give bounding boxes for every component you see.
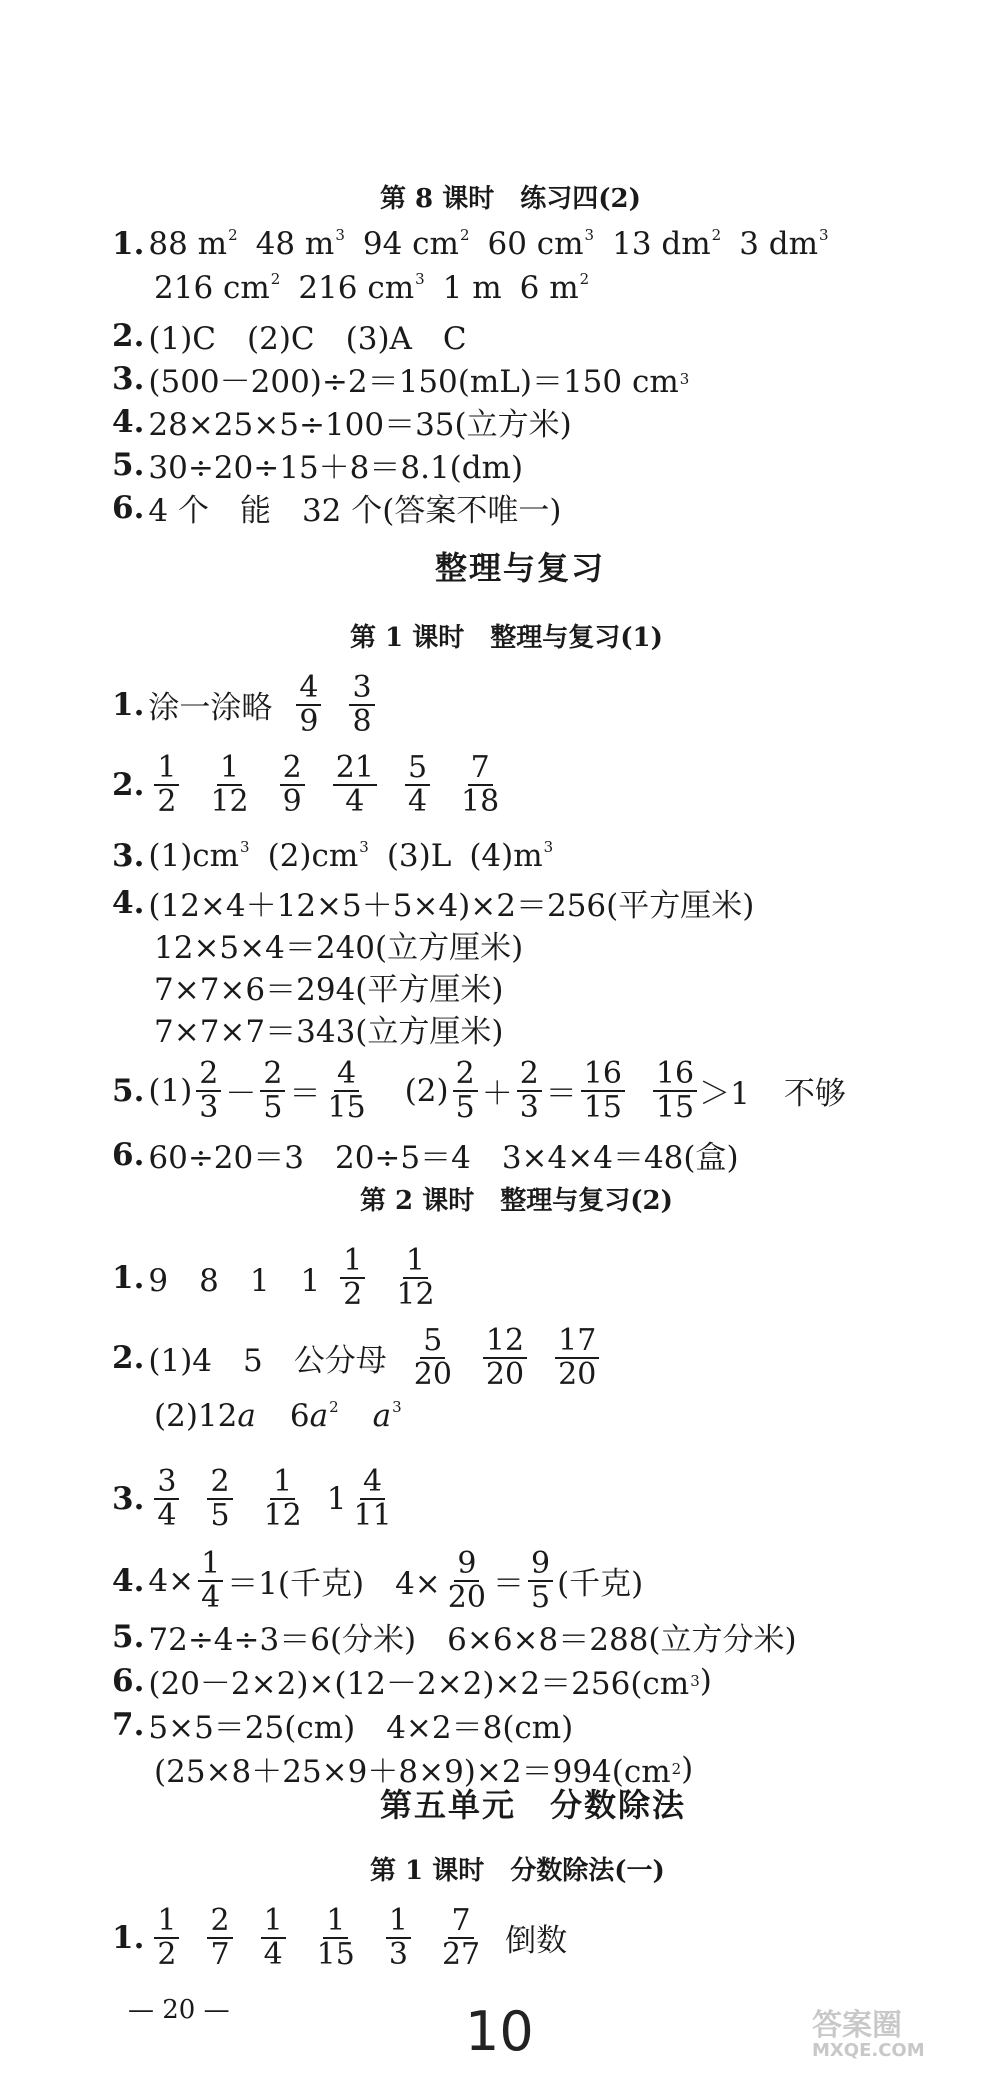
- item-number: 5.: [112, 446, 145, 483]
- answer-text: $6a^2$: [289, 1398, 339, 1434]
- answer-text: ＝1(千克) 4×: [227, 1566, 441, 1602]
- answer-text: 倒数: [505, 1923, 568, 1959]
- answer-text: (25×8＋25×9＋8×9)×2＝994(cm: [154, 1754, 671, 1790]
- item-number: 1.: [112, 1259, 145, 1296]
- section-title-review: 整理与复习: [435, 549, 606, 587]
- answer-text: 6 $m^2$: [519, 270, 590, 306]
- answer-text: 13 $dm^2$: [612, 226, 722, 262]
- answer-1: [112, 672, 397, 737]
- answer-4-line-4: [154, 1006, 503, 1051]
- superscript: 3: [690, 1671, 700, 1690]
- fraction: $\frac{2}{9}$: [280, 752, 305, 817]
- fraction: $\frac{4}{9}$: [296, 672, 321, 737]
- item-number: 3.: [112, 838, 145, 874]
- answer-5: [112, 1614, 797, 1659]
- item-number: 1.: [112, 686, 145, 723]
- fraction: $\frac{1}{2}$: [340, 1245, 365, 1310]
- answer-text: 7×7×6＝294(平方厘米): [154, 972, 504, 1008]
- lesson-heading-fraction-division-1: 第 1 课时 分数除法(一): [370, 1856, 665, 1886]
- fraction: $\frac{1}{4}$: [198, 1548, 223, 1613]
- operator: ＝: [545, 1076, 577, 1112]
- answer-5: [112, 442, 523, 487]
- handwritten-number: 10: [465, 2000, 534, 2063]
- answer-text: 3 $dm^3$: [739, 226, 829, 262]
- answer-text: $(1)cm^3$: [148, 838, 250, 874]
- answer-text: (500－200)÷2＝150(mL)＝150 cm: [148, 364, 679, 400]
- answer-text: 60 $cm^3$: [487, 226, 595, 262]
- answer-5: [112, 1058, 846, 1123]
- item-number: 5.: [112, 1072, 145, 1109]
- answer-text: 30÷20÷15＋8＝8.1(dm): [148, 450, 524, 486]
- answer-text: 9 8 1 1: [148, 1263, 321, 1299]
- superscript: 2: [671, 1759, 682, 1778]
- answer-2-part-2: [154, 1398, 402, 1434]
- fraction: $\frac{16}{15}$: [581, 1058, 625, 1123]
- watermark-logo: 答案圈: [812, 2008, 902, 2043]
- answer-text: 1 m: [442, 270, 502, 306]
- fraction: $\frac{7}{18}$: [461, 750, 500, 819]
- answer-1-continued: [154, 270, 607, 306]
- lesson-heading-review-1: 第 1 课时 整理与复习(1): [350, 623, 663, 653]
- answer-text: 28×25×5÷100＝35(立方米): [148, 407, 572, 443]
- fraction: $\frac{16}{15}$: [653, 1058, 697, 1123]
- item-number: 6.: [112, 1662, 145, 1699]
- answer-text: 48 $m^3$: [255, 226, 345, 262]
- answer-1: [112, 1245, 460, 1310]
- fraction: $\frac{7}{27}$: [441, 1903, 481, 1972]
- answer-text: ＞1: [699, 1076, 750, 1112]
- item-number: 6.: [112, 489, 145, 526]
- item-number: 3.: [112, 360, 145, 397]
- answer-text: (3)L: [386, 838, 452, 874]
- item-number: 5.: [112, 1618, 145, 1655]
- answer-text: 216 $cm^3$: [298, 270, 425, 306]
- answer-4: [112, 880, 754, 925]
- fraction: $\frac{1}{4}$: [261, 1905, 286, 1970]
- answer-text: (千克): [557, 1566, 644, 1602]
- fraction: $\frac{5}{4}$: [405, 752, 430, 817]
- answer-text: 12×5×4＝240(立方厘米): [154, 930, 524, 966]
- operator: －: [225, 1076, 257, 1112]
- answer-4: [112, 1548, 643, 1613]
- item-number: 4.: [112, 1562, 145, 1599]
- answer-3: [112, 838, 571, 874]
- answer-3: [112, 356, 689, 401]
- answer-6: [112, 1132, 739, 1177]
- answer-text: $(4)m^3$: [469, 838, 554, 874]
- answer-text: 不够: [783, 1076, 846, 1112]
- answer-text: 7×7×7＝343(立方厘米): [154, 1014, 504, 1050]
- answer-2: [112, 752, 524, 817]
- fraction: $\frac{2}{3}$: [517, 1058, 542, 1123]
- fraction: $\frac{4}{15}$: [327, 1056, 366, 1125]
- answer-text: 涂一涂略: [148, 690, 273, 726]
- superscript: 3: [679, 369, 690, 388]
- watermark-url: MXQE.COM: [812, 2040, 925, 2061]
- answer-text: $a^3$: [372, 1398, 402, 1434]
- fraction: $\frac{1}{2}$: [154, 752, 179, 817]
- fraction: $\frac{1}{3}$: [386, 1905, 411, 1970]
- item-number: 4.: [112, 884, 145, 921]
- item-number: 1.: [112, 226, 145, 262]
- answer-text: 94 $cm^2$: [362, 226, 470, 262]
- fraction: $\frac{3}{4}$: [154, 1466, 179, 1531]
- answer-4: [112, 399, 572, 444]
- fraction: $\frac{1}{12}$: [263, 1464, 302, 1533]
- answer-text: (20－2×2)×(12－2×2)×2＝256(cm: [148, 1666, 690, 1702]
- answer-text: (2)12a: [154, 1398, 256, 1434]
- fraction: $\frac{5}{20}$: [413, 1323, 452, 1392]
- fraction: $\frac{2}{3}$: [196, 1058, 221, 1123]
- answer-6: [112, 485, 561, 530]
- answer-text: ): [699, 1662, 712, 1699]
- unit-title-fraction-division: 第五单元 分数除法: [380, 1786, 687, 1824]
- lesson-heading-review-2: 第 2 课时 整理与复习(2): [360, 1186, 673, 1216]
- fraction: $\frac{1}{12}$: [396, 1243, 435, 1312]
- answer-text: 88 $m^2$: [148, 226, 238, 262]
- item-number: 2.: [112, 766, 145, 803]
- fraction: $\frac{1}{12}$: [210, 750, 249, 819]
- fraction: $\frac{2}{5}$: [453, 1058, 478, 1123]
- answer-1: [112, 226, 847, 262]
- lesson-heading-practice-4: 第 8 课时 练习四(2): [380, 184, 641, 214]
- answer-text: 4 个 能 32 个(答案不唯一): [148, 493, 562, 529]
- fraction: $\frac{12}{20}$: [483, 1325, 527, 1390]
- answer-text: (1): [148, 1072, 193, 1109]
- answer-4-line-3: [154, 964, 503, 1009]
- operator: ＝: [492, 1566, 524, 1602]
- answer-text: (2): [404, 1072, 449, 1109]
- fraction: $\frac{1}{15}$: [316, 1903, 355, 1972]
- item-number: 6.: [112, 1136, 145, 1173]
- fraction: $\frac{17}{20}$: [555, 1325, 599, 1390]
- answer-text: $(2)cm^3$: [267, 838, 369, 874]
- item-number: 7.: [112, 1706, 145, 1743]
- page-number: — 20 —: [128, 1995, 230, 2025]
- answer-text: ): [681, 1750, 694, 1787]
- answer-7: [112, 1702, 573, 1747]
- item-number: 4.: [112, 403, 145, 440]
- answer-text: 4×: [148, 1562, 195, 1599]
- fraction: $\frac{9}{20}$: [447, 1546, 486, 1615]
- item-number: 2.: [112, 317, 145, 354]
- answer-2: [112, 313, 467, 358]
- answer-text: 60÷20＝3 20÷5＝4 3×4×4＝48(盒): [148, 1140, 739, 1176]
- mixed-number-whole: 1: [326, 1480, 347, 1517]
- fraction: $\frac{2}{5}$: [260, 1058, 285, 1123]
- item-number: 3.: [112, 1480, 145, 1517]
- answer-3: [112, 1466, 417, 1531]
- answer-text: 72÷4÷3＝6(分米) 6×6×8＝288(立方分米): [148, 1622, 797, 1658]
- answer-6: [112, 1658, 712, 1703]
- fraction: $\frac{2}{5}$: [207, 1466, 232, 1531]
- fraction: $\frac{4}{11}$: [353, 1464, 392, 1533]
- answer-2: [112, 1325, 621, 1390]
- answer-1: [112, 1905, 567, 1970]
- fraction: $\frac{9}{5}$: [528, 1548, 553, 1613]
- answer-text: (12×4＋12×5＋5×4)×2＝256(平方厘米): [148, 888, 755, 924]
- answer-4-line-2: [154, 922, 523, 967]
- item-number: 1.: [112, 1919, 145, 1956]
- operator: ＋: [481, 1076, 513, 1112]
- fraction: $\frac{3}{8}$: [349, 672, 374, 737]
- answer-text: 5×5＝25(cm) 4×2＝8(cm): [148, 1710, 574, 1746]
- answer-text: 216 $cm^2$: [154, 270, 281, 306]
- answer-text: (1)C (2)C (3)A C: [148, 321, 467, 357]
- fraction: $\frac{1}{2}$: [154, 1905, 179, 1970]
- fraction: $\frac{21}{4}$: [333, 752, 377, 817]
- fraction: $\frac{2}{7}$: [207, 1905, 232, 1970]
- answer-text: (1)4 5 公分母: [148, 1343, 387, 1379]
- item-number: 2.: [112, 1339, 145, 1376]
- operator: ＝: [289, 1076, 321, 1112]
